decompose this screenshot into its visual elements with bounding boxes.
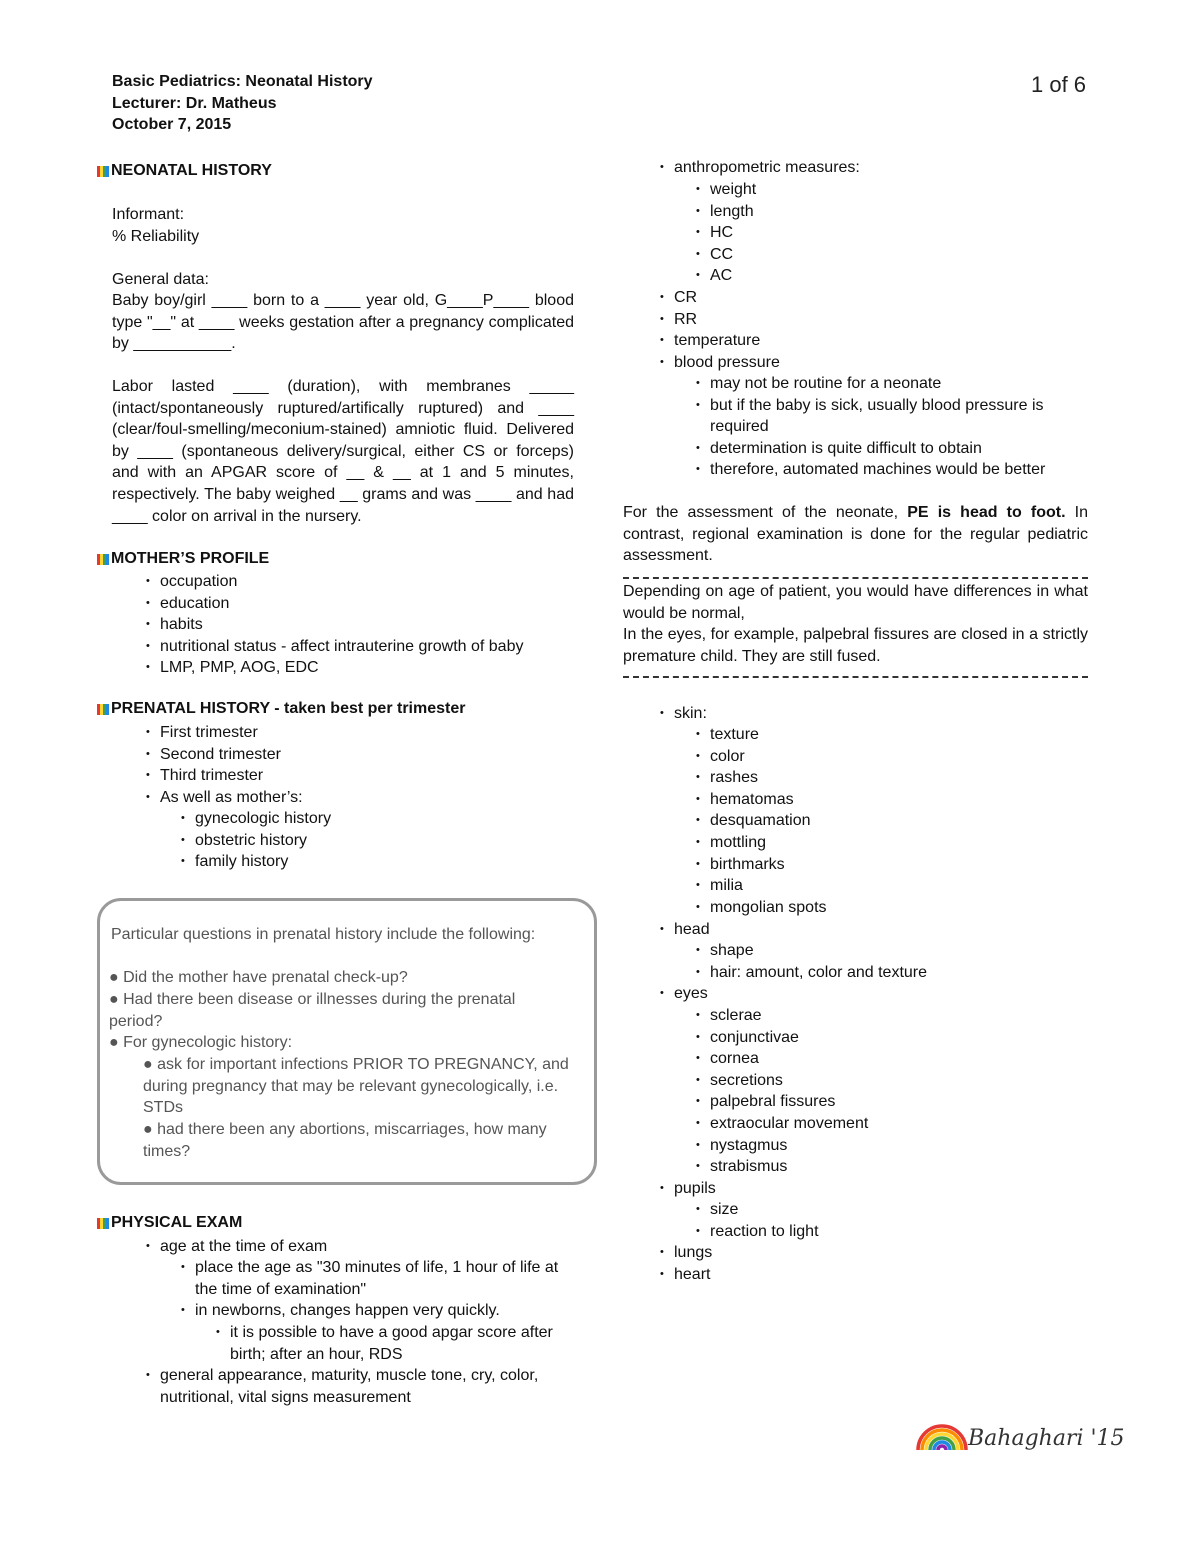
informant-label: Informant:	[112, 206, 185, 223]
signature: Bahaghari '15	[968, 1426, 1125, 1451]
general-data-label: General data:	[112, 271, 209, 288]
list-item: • color	[696, 746, 827, 768]
divider	[623, 577, 1088, 579]
lecture-date: October 7, 2015	[112, 116, 232, 133]
list-item: • education	[146, 593, 523, 615]
box-subquestion: ● ask for important infections PRIOR TO PREGNANCY, and during pregnancy that may be relevant gynecologically, i.e. STDs	[143, 1056, 569, 1117]
assessment-paragraph	[623, 502, 1088, 567]
pe-list	[146, 1236, 566, 1258]
list-item: • gynecologic history	[181, 808, 331, 830]
section-heading: NEONATAL HISTORY	[111, 162, 272, 179]
list-item: • HC	[696, 222, 756, 244]
pupils-sublist	[696, 1199, 819, 1242]
assessment-emphasis: PE is head to foot.	[907, 504, 1066, 521]
box-question: ● Did the mother have prenatal check-up?	[109, 969, 408, 986]
section-heading: PHYSICAL EXAM	[111, 1214, 243, 1231]
rainbow-bullet-icon	[97, 166, 109, 177]
box-intro: Particular questions in prenatal history include the following:	[111, 926, 536, 943]
pupils-list	[660, 1178, 716, 1200]
list-item: • length	[696, 201, 756, 223]
pe-sublist	[181, 1257, 561, 1322]
assessment-text: For the assessment of the neonate,	[623, 504, 908, 521]
list-item: • in newborns, changes happen very quickly.	[181, 1300, 561, 1322]
box-question-text: Had there been disease or illnesses during the prenatal period?	[109, 991, 516, 1030]
general-data-text: Baby boy/girl ____ born to a ____ year old, G____P____ blood type "__" at ____ weeks gestation after a pregnancy complicated by ___________.	[112, 292, 574, 353]
list-item: • determination is quite difficult to obtain	[696, 438, 1088, 460]
list-item: • pupils	[660, 1178, 716, 1200]
list-item: • CC	[696, 244, 756, 266]
reliability-label: % Reliability	[112, 228, 200, 245]
note-text: Depending on age of patient, you would have differences in what would be normal,	[623, 583, 1088, 622]
list-item: • extraocular movement	[696, 1113, 868, 1135]
note-text: In the eyes, for example, palpebral fissures are closed in a strictly premature child. They are still fused.	[623, 626, 1088, 665]
mother-profile-list	[146, 571, 523, 679]
list-item: • heart	[660, 1264, 712, 1286]
assessment-text: In contrast, regional examination is done for the regular pediatric assessment.	[623, 504, 1089, 565]
list-item: • Third trimester	[146, 765, 303, 787]
list-item: • shape	[696, 940, 927, 962]
pe-subsublist	[216, 1322, 556, 1365]
list-item: • milia	[696, 875, 827, 897]
prenatal-sublist	[181, 808, 331, 873]
eyes-list	[660, 983, 708, 1005]
list-item: • Second trimester	[146, 744, 303, 766]
prenatal-list	[146, 722, 303, 808]
page-number: 1 of 6	[1031, 72, 1087, 97]
eyes-sublist	[696, 1005, 868, 1178]
anthro-sublist	[696, 179, 756, 287]
list-item: • therefore, automated machines would be better	[696, 459, 1088, 481]
prenatal-questions-box	[97, 898, 597, 1185]
list-item: • general appearance, maturity, muscle tone, cry, color, nutritional, vital signs measurement	[146, 1365, 546, 1408]
list-item: • family history	[181, 851, 331, 873]
doc-title: Basic Pediatrics: Neonatal History	[112, 73, 373, 90]
list-item: • lungs	[660, 1242, 712, 1264]
list-item: • head	[660, 919, 710, 941]
list-item: • skin:	[660, 703, 707, 725]
list-item: • rashes	[696, 767, 827, 789]
header-block	[112, 71, 373, 136]
box-question-text: For gynecologic history:	[123, 1034, 293, 1051]
list-item: • mottling	[696, 832, 827, 854]
section-mothers-profile	[97, 550, 269, 568]
list-item: • RR	[660, 309, 780, 331]
rainbow-bullet-icon	[97, 1218, 109, 1229]
skin-sublist	[696, 724, 827, 918]
section-neonatal-history	[97, 162, 272, 180]
list-item: • secretions	[696, 1070, 868, 1092]
list-item: • mongolian spots	[696, 897, 827, 919]
list-item: • may not be routine for a neonate	[696, 373, 1088, 395]
list-item: • obstetric history	[181, 830, 331, 852]
section-prenatal-history	[97, 700, 465, 718]
section-heading: MOTHER’S PROFILE	[111, 550, 270, 567]
list-item: • but if the baby is sick, usually blood pressure is required	[696, 395, 1088, 438]
list-item: • age at the time of exam	[146, 1236, 566, 1258]
box-subquestion-text: ask for important infections PRIOR TO PREGNANCY, and during pregnancy that may be relevant gynecologically, i.e. STDs	[143, 1056, 569, 1117]
pe-list	[146, 1365, 546, 1408]
rainbow-bullet-icon	[97, 554, 109, 565]
lecturer: Lecturer: Dr. Matheus	[112, 94, 277, 112]
list-item: • size	[696, 1199, 819, 1221]
list-item: • AC	[696, 265, 756, 287]
box-question: ● Had there been disease or illnesses during the prenatal period?	[109, 991, 516, 1030]
list-item: • First trimester	[146, 722, 303, 744]
list-item: • texture	[696, 724, 827, 746]
list-item: • As well as mother’s:	[146, 787, 303, 809]
box-question: ● For gynecologic history:	[109, 1034, 293, 1051]
list-item: • nutritional status - affect intrauterine growth of baby	[146, 636, 523, 658]
vitals-list	[660, 287, 780, 373]
list-item: • place the age as "30 minutes of life, 1 hour of life at the time of examination"	[181, 1257, 561, 1300]
rainbow-logo-icon	[914, 1422, 970, 1452]
head-sublist	[696, 940, 927, 983]
labor-text: Labor lasted ____ (duration), with membranes _____ (intact/spontaneously ruptured/artifically ruptured) and ____ (clear/foul-smelling/meconium-stained) amniotic fluid. Delivered by ____ (spontaneous delivery/surgical, either CS or forceps) and with an APGAR score of __ & __ at 1 and 5 minutes, respectively. The baby weighed __ grams and was ____ and had ____ color on arrival in the nursery.	[112, 378, 574, 525]
list-item: • desquamation	[696, 810, 827, 832]
box-subquestion-text: had there been any abortions, miscarriages, how many times?	[143, 1121, 547, 1160]
list-item: • eyes	[660, 983, 708, 1005]
list-item: • nystagmus	[696, 1135, 868, 1157]
rainbow-bullet-icon	[97, 704, 109, 715]
list-item: • hair: amount, color and texture	[696, 962, 927, 984]
list-item: • LMP, PMP, AOG, EDC	[146, 657, 523, 679]
box-subquestion: ● had there been any abortions, miscarriages, how many times?	[143, 1121, 547, 1160]
divider	[623, 676, 1088, 678]
skin-list	[660, 703, 707, 725]
list-item: • anthropometric measures:	[660, 157, 860, 179]
list-item: • strabismus	[696, 1156, 868, 1178]
list-item: • hematomas	[696, 789, 827, 811]
list-item: • palpebral fissures	[696, 1091, 868, 1113]
list-item: • habits	[146, 614, 523, 636]
organ-list	[660, 1242, 712, 1285]
list-item: • occupation	[146, 571, 523, 593]
head-list	[660, 919, 710, 941]
list-item: • weight	[696, 179, 756, 201]
section-heading: PRENATAL HISTORY - taken best per trimester	[111, 700, 466, 717]
box-question-text: Did the mother have prenatal check-up?	[123, 969, 408, 986]
list-item: • it is possible to have a good apgar score after birth; after an hour, RDS	[216, 1322, 556, 1365]
list-item: • conjunctivae	[696, 1027, 868, 1049]
anthro-list	[660, 157, 860, 179]
list-item: • CR	[660, 287, 780, 309]
list-item: • sclerae	[696, 1005, 868, 1027]
list-item: • reaction to light	[696, 1221, 819, 1243]
list-item: • temperature	[660, 330, 780, 352]
list-item: • cornea	[696, 1048, 868, 1070]
bp-sublist	[696, 373, 1088, 481]
list-item: • birthmarks	[696, 854, 827, 876]
list-item: • blood pressure	[660, 352, 780, 374]
section-physical-exam	[97, 1214, 242, 1232]
